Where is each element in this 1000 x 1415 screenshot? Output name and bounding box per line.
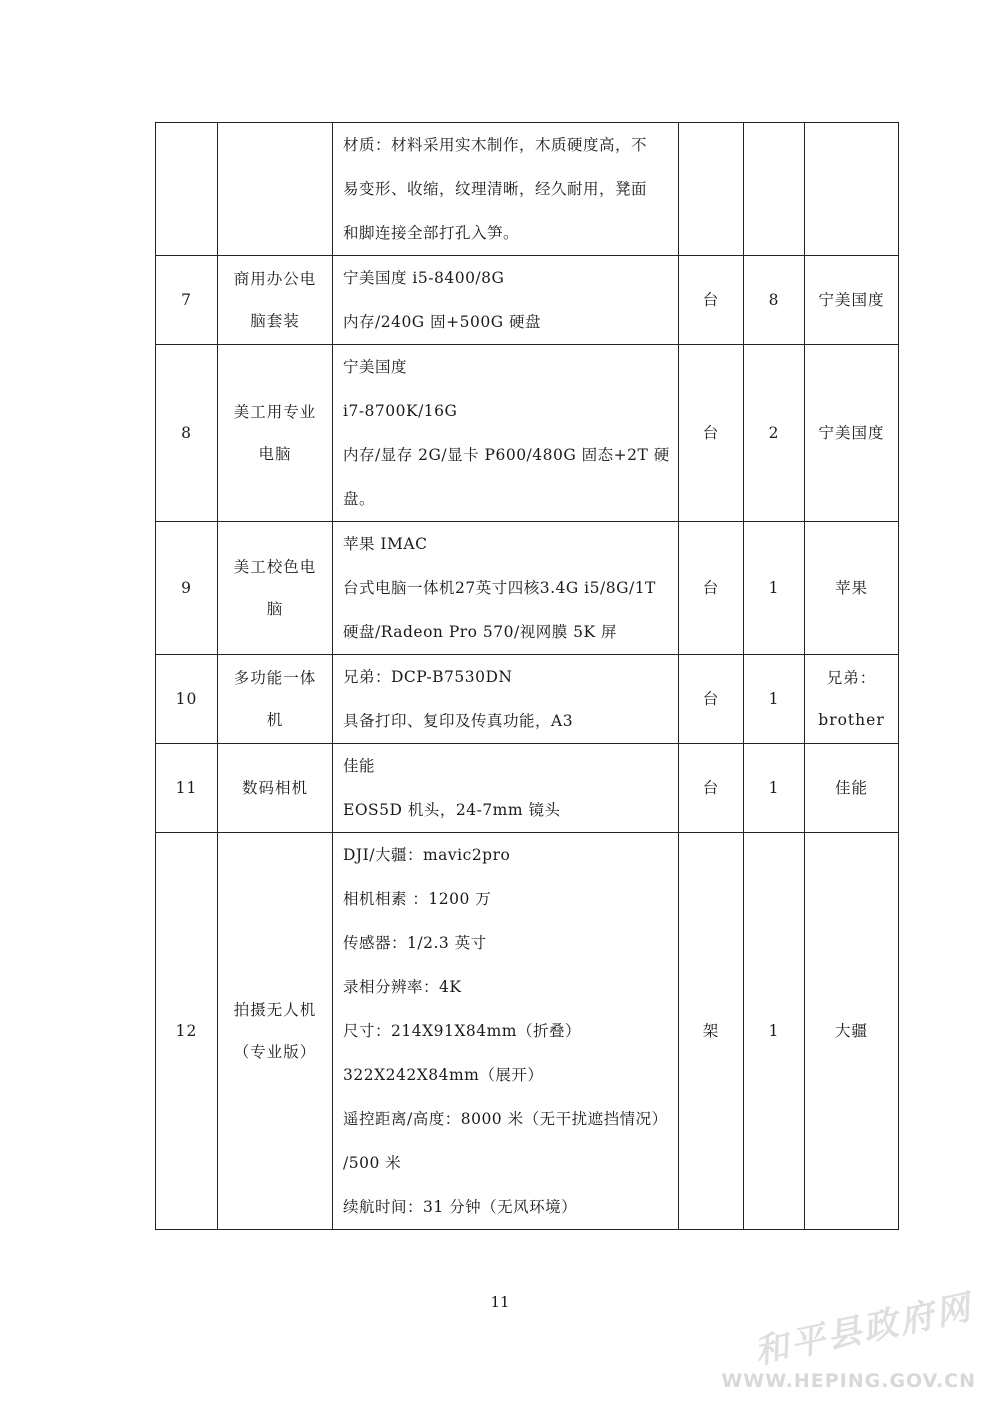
watermark-site-name: 和平县政府网 [750, 1287, 977, 1373]
cell-item-unit [679, 655, 744, 744]
cell-item-number [156, 655, 218, 744]
item-spec-line: EOS5D 机头，24-7mm 镜头 [343, 801, 561, 819]
cell-item-spec [333, 655, 679, 744]
cell-item-unit [679, 522, 744, 655]
table-row [156, 345, 899, 522]
cell-item-number [156, 256, 218, 345]
item-name-line: 机 [266, 711, 284, 729]
cell-item-spec [333, 123, 679, 256]
item-brand-line: brother [818, 711, 885, 729]
item-spec-line: 兄弟：DCP-B7530DN [343, 668, 513, 686]
cell-item-spec [333, 256, 679, 345]
cell-item-brand [805, 345, 899, 522]
item-spec-line: 具备打印、复印及传真功能，A3 [343, 712, 574, 730]
cell-item-name [218, 256, 333, 345]
item-number: 9 [181, 579, 192, 597]
cell-item-quantity [744, 256, 805, 345]
cell-item-number [156, 522, 218, 655]
cell-item-name [218, 744, 333, 833]
item-spec-line: 322X242X84mm（展开） [343, 1066, 544, 1084]
item-quantity: 1 [768, 690, 780, 708]
item-unit: 台 [702, 690, 720, 708]
cell-item-brand [805, 123, 899, 256]
item-name-line: 数码相机 [241, 779, 308, 797]
item-name-line: 脑 [266, 600, 284, 618]
cell-item-number [156, 833, 218, 1230]
item-name-line: 美工用专业 [233, 403, 317, 421]
item-brand-line: 宁美国度 [818, 291, 885, 309]
item-spec-line: 硬盘/Radeon Pro 570/视网膜 5K 屏 [343, 623, 618, 641]
item-quantity: 1 [768, 579, 780, 597]
item-brand-line: 佳能 [834, 779, 868, 797]
item-spec-line: 尺寸：214X91X84mm（折叠） [343, 1022, 581, 1040]
item-quantity: 1 [768, 1022, 780, 1040]
equipment-spec-table [155, 122, 899, 1230]
table-row [156, 256, 899, 345]
table-row [156, 522, 899, 655]
cell-item-spec [333, 833, 679, 1230]
item-name-line: （专业版） [233, 1043, 317, 1061]
item-brand-line: 苹果 [834, 579, 868, 597]
cell-item-quantity [744, 833, 805, 1230]
item-spec-line: 宁美国度 [343, 358, 408, 376]
item-spec-line: 内存/240G 固+500G 硬盘 [343, 313, 541, 331]
cell-item-number [156, 744, 218, 833]
item-unit: 台 [702, 424, 720, 442]
item-spec-line: 传感器：1/2.3 英寸 [343, 934, 487, 952]
cell-item-quantity [744, 655, 805, 744]
item-spec-line: 和脚连接全部打孔入笋。 [343, 224, 520, 242]
watermark-url: WWW.HEPING.GOV.CN [721, 1370, 976, 1392]
cell-item-unit [679, 744, 744, 833]
cell-item-unit [679, 256, 744, 345]
cell-item-number [156, 345, 218, 522]
item-quantity: 2 [768, 424, 780, 442]
item-spec-line: 易变形、收缩，纹理清晰，经久耐用，凳面 [343, 180, 648, 198]
cell-item-name [218, 655, 333, 744]
item-spec-line: 录相分辨率：4K [343, 978, 462, 996]
item-spec-line: 台式电脑一体机27英寸四核3.4G i5/8G/1T [343, 579, 656, 597]
table-row [156, 655, 899, 744]
cell-item-name [218, 522, 333, 655]
table-row [156, 833, 899, 1230]
table-row [156, 123, 899, 256]
item-brand-line: 大疆 [834, 1022, 868, 1040]
item-spec-line: 遥控距离/高度：8000 米（无干扰遮挡情况） [343, 1110, 668, 1128]
item-number: 11 [175, 779, 198, 797]
item-brand-line: 宁美国度 [818, 424, 885, 442]
cell-item-spec [333, 744, 679, 833]
item-name-line: 脑套装 [250, 312, 300, 330]
item-brand-line: 兄弟： [826, 669, 877, 687]
cell-item-unit [679, 833, 744, 1230]
item-spec-line: 相机相素 ：1200 万 [343, 890, 492, 908]
item-spec-line: 盘。 [343, 490, 376, 508]
item-number: 8 [181, 424, 192, 442]
item-name-line: 电脑 [258, 445, 292, 463]
cell-item-number [156, 123, 218, 256]
cell-item-unit [679, 345, 744, 522]
cell-item-brand [805, 655, 899, 744]
cell-item-unit [679, 123, 744, 256]
item-name-line: 多功能一体 [233, 669, 317, 687]
cell-item-spec [333, 345, 679, 522]
item-name-line: 拍摄无人机 [233, 1001, 317, 1019]
item-number: 7 [181, 291, 192, 309]
cell-item-spec [333, 522, 679, 655]
item-name-line: 美工校色电 [233, 558, 317, 576]
table-body [156, 123, 899, 1230]
item-quantity: 1 [768, 779, 780, 797]
cell-item-brand [805, 522, 899, 655]
page-number: 11 [490, 1293, 510, 1311]
cell-item-brand [805, 833, 899, 1230]
cell-item-quantity [744, 345, 805, 522]
item-spec-line: DJI/大疆：mavic2pro [343, 846, 511, 864]
item-spec-line: 苹果 IMAC [343, 535, 428, 553]
item-unit: 架 [702, 1022, 720, 1040]
cell-item-quantity [744, 744, 805, 833]
cell-item-name [218, 345, 333, 522]
item-number: 10 [175, 690, 198, 708]
item-spec-line: 续航时间：31 分钟（无风环境） [343, 1198, 578, 1216]
item-spec-line: 内存/显存 2G/显卡 P600/480G 固态+2T 硬 [343, 446, 670, 464]
item-number: 12 [175, 1022, 198, 1040]
item-spec-line: /500 米 [343, 1154, 402, 1172]
item-unit: 台 [702, 779, 720, 797]
cell-item-name [218, 123, 333, 256]
item-unit: 台 [702, 579, 720, 597]
cell-item-brand [805, 256, 899, 345]
cell-item-name [218, 833, 333, 1230]
cell-item-brand [805, 744, 899, 833]
item-spec-line: 宁美国度 i5-8400/8G [343, 269, 505, 287]
item-unit: 台 [702, 291, 720, 309]
item-name-line: 商用办公电 [233, 270, 317, 288]
table-row [156, 744, 899, 833]
item-quantity: 8 [768, 291, 780, 309]
cell-item-quantity [744, 522, 805, 655]
cell-item-quantity [744, 123, 805, 256]
item-spec-line: 材质：材料采用实木制作，木质硬度高，不 [343, 136, 648, 154]
item-spec-line: 佳能 [343, 757, 376, 775]
item-spec-line: i7-8700K/16G [343, 402, 458, 420]
